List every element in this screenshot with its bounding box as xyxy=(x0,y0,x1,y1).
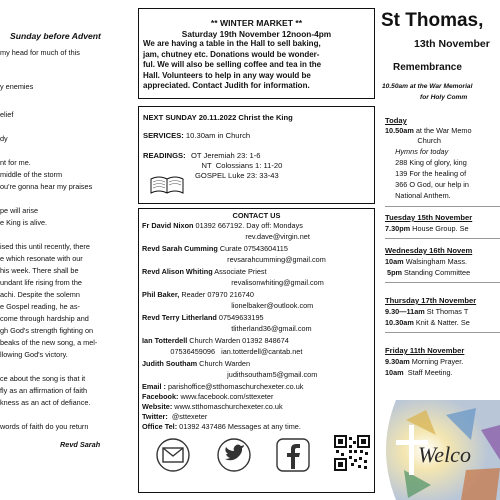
sermon-line: pe will arise xyxy=(0,206,39,215)
reading-ot: OT Jeremiah 23: 1-6 xyxy=(191,151,261,160)
notices-column xyxy=(138,0,375,500)
contact-name: Email : xyxy=(142,382,166,391)
contact-name: Twitter: xyxy=(142,412,168,421)
market-body xyxy=(143,39,370,92)
event-text: 139 For the healing of xyxy=(385,169,467,178)
sermon-line: ce about the song is that it xyxy=(0,374,86,383)
event-text: Staff Meeting. xyxy=(403,368,453,377)
church-title: St Thomas, xyxy=(381,10,484,31)
time-label: 7.30pm xyxy=(385,224,411,233)
tuesday-heading: Tuesday 15th November xyxy=(385,213,473,222)
sermon-line: kness as an act of defiance. xyxy=(0,398,91,407)
sermon-line: e which resonate with our xyxy=(0,254,83,263)
contact-name: Ian Totterdell xyxy=(142,336,188,345)
sermon-column xyxy=(0,0,126,500)
bible-icon xyxy=(149,173,185,197)
sermon-line: his week. There shall be xyxy=(0,266,79,275)
contact-line xyxy=(142,370,317,379)
thursday-heading: Thursday 17th November xyxy=(385,296,477,305)
welcome-text: Welco xyxy=(418,442,471,467)
contact-line xyxy=(142,402,283,411)
divider xyxy=(385,206,500,207)
hymn-line xyxy=(385,169,466,178)
contact-name: Phil Baker, xyxy=(142,290,180,299)
today-line xyxy=(385,126,472,135)
event-text: Church xyxy=(385,136,441,145)
contact-line xyxy=(142,412,207,421)
contact-text: judithsoutham5@gmail.com xyxy=(142,370,318,379)
contact-line xyxy=(142,392,273,401)
market-line: We are having a table in the Hall to sell baking, xyxy=(143,39,321,48)
contact-line xyxy=(142,290,254,299)
today-line xyxy=(385,136,441,145)
services-label: SERVICES: xyxy=(143,131,184,140)
contact-line xyxy=(142,382,303,391)
event-text: National Anthem. xyxy=(385,191,451,200)
welcome-stained-glass-image xyxy=(376,400,500,500)
contact-line xyxy=(142,336,289,345)
contact-line xyxy=(142,232,310,241)
contact-text: Curate 07543604115 xyxy=(217,244,288,253)
event-text: 288 King of glory, king xyxy=(385,158,467,167)
sermon-line: middle of the storm xyxy=(0,170,63,179)
hymns-heading xyxy=(385,147,448,156)
contact-text: tlitherland36@gmail.com xyxy=(142,324,312,333)
contact-text: 01392 667192. Day off: Mondays xyxy=(193,221,303,230)
sermon-line: beaks of the new song, a mel- xyxy=(0,338,98,347)
sermon-line: come through hardship and xyxy=(0,314,89,323)
contact-name: Revd Alison Whiting xyxy=(142,267,213,276)
service-tagline: for Holy Comm xyxy=(420,94,468,101)
contact-line xyxy=(142,359,250,368)
service-date: 13th November xyxy=(414,38,490,50)
wednesday-line xyxy=(385,257,467,266)
facebook-icon xyxy=(275,437,311,473)
market-line: ful. We will also be selling coffee and tea in the xyxy=(143,60,322,70)
event-text: Walsingham Mass. xyxy=(403,257,468,266)
contact-text: parishoffice@stthomaschurchexeter.co.uk xyxy=(165,382,304,391)
divider xyxy=(385,238,500,239)
event-text: at the War Memo xyxy=(413,126,472,135)
contact-text: 01392 437486 Messages at any time. xyxy=(177,422,301,431)
market-line: jam, chutney etc. Donations would be wonder- xyxy=(143,49,320,59)
sermon-line: achi. Despite the solemn xyxy=(0,290,80,299)
reading-nt: NT Colossians 1: 11-20 xyxy=(191,161,283,170)
contact-name: Revd Terry Litherland xyxy=(142,313,217,322)
contact-text: www.facebook.com/sttexeter xyxy=(178,392,274,401)
contact-text: Associate Priest xyxy=(212,267,267,276)
contact-text: revalisonwhiting@gmail.com xyxy=(142,278,324,287)
sermon-title: Sunday before Advent xyxy=(10,31,101,41)
event-text: 366 O God, our help in xyxy=(385,180,469,189)
thursday-line xyxy=(385,318,470,327)
contact-text: @sttexeter xyxy=(167,412,208,421)
sermon-line: nt for me. xyxy=(0,158,31,167)
contact-line xyxy=(142,301,313,310)
wednesday-heading: Wednesday 16th Novem xyxy=(385,246,473,255)
time-label: 10am xyxy=(385,368,404,377)
thursday-line xyxy=(385,307,468,316)
contact-line xyxy=(142,313,264,322)
event-text: House Group. Se xyxy=(410,224,469,233)
services-value: 10.30am in Church xyxy=(185,131,251,140)
contact-text: Reader 07970 216740 xyxy=(179,290,254,299)
sermon-line: e King is alive. xyxy=(0,218,48,227)
contact-line xyxy=(142,267,267,276)
contact-name: Judith Southam xyxy=(142,359,198,368)
contact-line xyxy=(142,221,303,230)
contact-text: Church Warden xyxy=(197,359,250,368)
sermon-line: y enemies xyxy=(0,82,34,91)
contact-line xyxy=(142,324,312,333)
sermon-line: llowing God's victory. xyxy=(0,350,68,359)
hymn-line xyxy=(385,191,451,200)
sermon-line: fly as an affirmation of faith xyxy=(0,386,88,395)
contact-line xyxy=(142,244,288,253)
contact-text: lionelbaker@outlook.com xyxy=(142,301,314,310)
hymn-line xyxy=(385,180,469,189)
readings-label: READINGS: xyxy=(143,151,186,160)
tuesday-line xyxy=(385,224,469,233)
time-label: 10.50am xyxy=(385,126,414,135)
market-line: appreciated. Contact Judith for information. xyxy=(143,81,310,91)
time-label: 10.30am xyxy=(385,318,414,327)
contact-line xyxy=(142,422,301,431)
time-label: 9.30—11am xyxy=(385,307,425,316)
contact-line xyxy=(142,255,326,264)
twitter-icon xyxy=(216,437,252,473)
service-tagline: 10.50am at the War Memorial xyxy=(382,83,473,90)
service-column xyxy=(376,0,500,500)
friday-line xyxy=(385,368,453,377)
time-label: 10am xyxy=(385,257,404,266)
contact-line xyxy=(142,347,302,356)
divider xyxy=(385,332,500,333)
service-name: Remembrance xyxy=(393,62,462,73)
contact-text: 07549633195 xyxy=(216,313,264,322)
event-text: Standing Committee xyxy=(402,268,471,277)
time-label: 5pm xyxy=(385,268,403,277)
sermon-signature: Revd Sarah xyxy=(60,440,101,449)
next-sunday-title: NEXT SUNDAY 20.11.2022 Christ the King xyxy=(143,113,293,122)
market-heading: ** WINTER MARKET ** xyxy=(210,18,303,28)
contact-name: Facebook: xyxy=(142,392,179,401)
hymn-line xyxy=(385,158,467,167)
divider xyxy=(385,282,500,283)
qr-code-icon xyxy=(334,435,370,471)
winter-market-box xyxy=(138,8,375,99)
email-icon xyxy=(155,437,191,473)
time-label: 9.30am xyxy=(385,357,410,366)
contact-title: CONTACT US xyxy=(232,211,281,220)
contact-text: Church Warden 01392 848674 xyxy=(187,336,289,345)
sermon-line: my head for much of this xyxy=(0,48,80,57)
contact-name: Office Tel: xyxy=(142,422,178,431)
contact-name: Website: xyxy=(142,402,173,411)
market-date: Saturday 19th November 12noon-4pm xyxy=(181,29,332,39)
wednesday-line xyxy=(385,268,470,277)
sermon-line: e Gospel reading, he as- xyxy=(0,302,80,311)
sermon-line: ised this until recently, there xyxy=(0,242,90,251)
market-line: Hall. Volunteers to help in any way would be xyxy=(143,70,311,80)
services-row xyxy=(143,131,250,140)
reading-gospel: GOSPEL Luke 23: 33-43 xyxy=(195,171,279,180)
sermon-line: ou're gonna hear my praises xyxy=(0,182,93,191)
today-heading: Today xyxy=(385,116,407,125)
sermon-line: gh God's strength fighting on xyxy=(0,326,94,335)
next-sunday-box xyxy=(138,106,375,204)
sermon-line: dy xyxy=(0,134,8,143)
contact-box xyxy=(138,208,375,493)
contact-text: revsarahcumming@gmail.com xyxy=(142,255,326,264)
event-text: Knit & Natter. Se xyxy=(413,318,470,327)
sermon-line: words of faith do you return xyxy=(0,422,89,431)
event-text: Hymns for today xyxy=(385,147,449,156)
contact-name: Fr David Nixon xyxy=(142,221,194,230)
contact-text: www.stthomaschurchexeter.co.uk xyxy=(172,402,283,411)
contact-text: rev.dave@virgin.net xyxy=(142,232,310,241)
contact-line xyxy=(142,278,324,287)
friday-line xyxy=(385,357,463,366)
contact-name: Revd Sarah Cumming xyxy=(142,244,218,253)
sermon-line: undant life rising from the xyxy=(0,278,82,287)
sermon-line: elief xyxy=(0,110,14,119)
event-text: Morning Prayer. xyxy=(409,357,464,366)
event-text: St Thomas T xyxy=(424,307,469,316)
contact-text: 07536459096 ian.totterdell@cantab.net xyxy=(142,347,303,356)
friday-heading: Friday 11th November xyxy=(385,346,465,355)
